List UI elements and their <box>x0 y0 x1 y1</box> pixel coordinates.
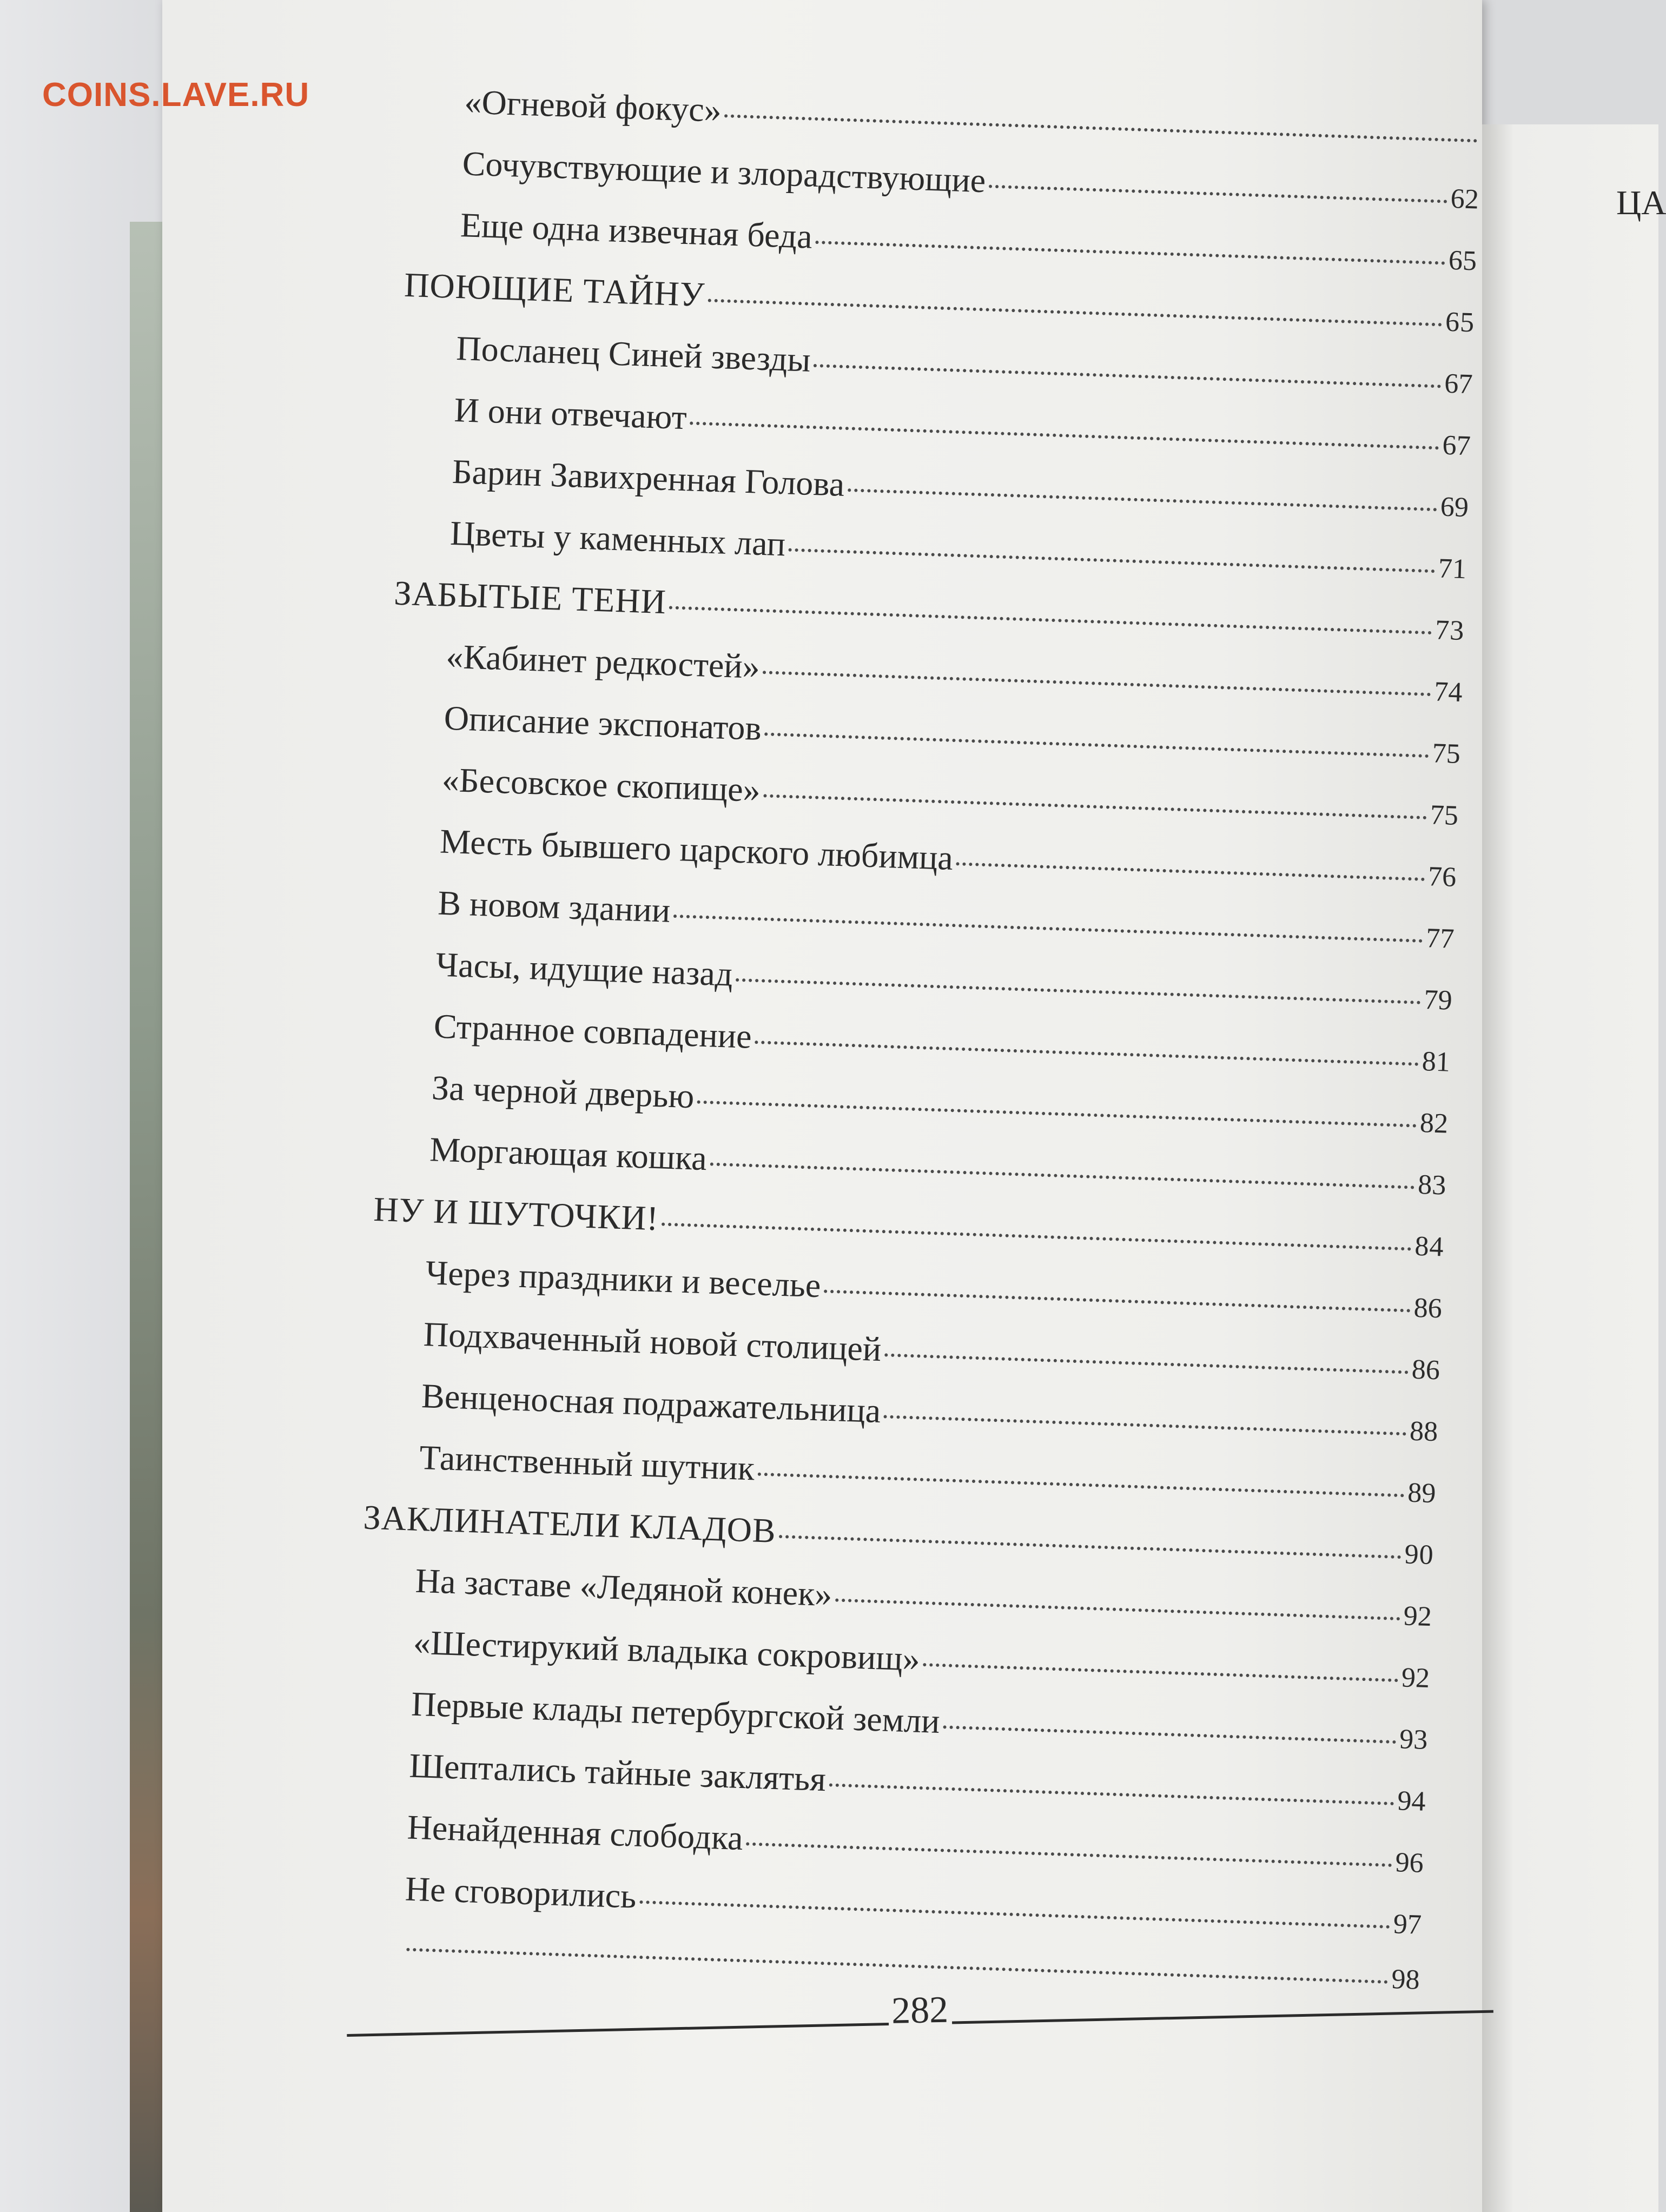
toc-page-number: 97 <box>1393 1909 1422 1941</box>
toc-page-number: 65 <box>1445 306 1476 339</box>
toc-leader-dots <box>708 299 1442 326</box>
toc-leader-dots <box>923 1663 1398 1682</box>
toc-leader-dots <box>763 794 1427 819</box>
toc-leader-dots <box>848 488 1437 511</box>
toc-page-number: 69 <box>1439 491 1469 524</box>
toc-page-number: 73 <box>1434 614 1465 647</box>
toc-leader-dots <box>835 1599 1400 1621</box>
toc-leader-dots <box>789 548 1435 573</box>
toc-title: Через праздники и веселье <box>425 1253 822 1305</box>
toc-leader-dots <box>764 732 1429 758</box>
toc-page-number: 67 <box>1442 429 1471 462</box>
toc-title: ПОЮЩИЕ ТАЙНУ <box>404 265 706 314</box>
toc-page-number: 82 <box>1419 1107 1449 1140</box>
toc-page-number: 76 <box>1427 861 1457 893</box>
toc-leader-dots <box>815 241 1445 265</box>
toc-leader-dots <box>956 862 1425 881</box>
toc-title: За черной дверью <box>431 1068 695 1116</box>
toc-title: Подхваченный новой столицей <box>422 1315 882 1369</box>
footer-rule-left <box>347 2023 888 2037</box>
toc-leader-dots <box>779 1535 1401 1559</box>
watermark: COINS.LAVE.RU <box>42 76 310 114</box>
toc-title: НУ И ШУТОЧКИ! <box>373 1189 659 1238</box>
toc-leader-dots <box>763 671 1431 696</box>
toc-leader-dots <box>746 1842 1392 1867</box>
toc-page-number: 71 <box>1438 553 1467 585</box>
toc-title: Не сговорились <box>404 1869 637 1916</box>
toc-title: Барин Завихренная Голова <box>451 452 845 504</box>
toc-leader-dots <box>724 114 1477 142</box>
toc-page-number: 84 <box>1414 1230 1445 1263</box>
facing-page <box>1482 124 1658 2212</box>
toc-title: «Бесовское скопище» <box>441 760 761 810</box>
page-number: 282 <box>891 1989 949 2032</box>
toc-leader-dots <box>669 606 1432 634</box>
toc-title: В новом здании <box>437 883 671 930</box>
toc-title: ЗАКЛИНАТЕЛИ КЛАДОВ <box>362 1498 777 1550</box>
toc-page-number: 88 <box>1409 1415 1439 1448</box>
toc-title: Месть бывшего царского любимца <box>439 822 954 877</box>
toc-leader-dots <box>814 364 1441 388</box>
toc-title: «Кабинет редкостей» <box>445 637 761 686</box>
toc-title: Часы, идущие назад <box>435 945 733 994</box>
toc-page-number: 93 <box>1399 1724 1429 1756</box>
toc-leader-dots <box>697 1101 1417 1128</box>
toc-leader-dots <box>884 1415 1406 1435</box>
footer-rule-right <box>952 2010 1493 2024</box>
toc-leader-dots <box>639 1900 1390 1929</box>
toc-title: Цветы у каменных лап <box>449 513 786 564</box>
toc-title: И они отвечают <box>453 390 687 437</box>
toc-title: Сочувствующие и злорадствующие <box>461 144 987 200</box>
toc-leader-dots <box>673 915 1423 943</box>
toc-page-number: 75 <box>1431 738 1461 770</box>
toc-title: Первые клады петербургской земли <box>411 1684 941 1741</box>
toc-page-number: 98 <box>1391 1964 1420 1996</box>
toc-title: «Шестирукий владыка сокровищ» <box>413 1622 921 1678</box>
toc-title: Шептались тайные заклятья <box>408 1746 827 1799</box>
toc-leader-dots <box>943 1725 1396 1744</box>
toc-title: Описание экспонатов <box>443 698 762 748</box>
toc-page-number: 62 <box>1450 183 1479 215</box>
toc-title: Ненайденная слободка <box>406 1807 744 1858</box>
toc-page-number: 77 <box>1425 923 1455 955</box>
table-of-contents <box>348 80 1482 2026</box>
toc-page-number: 79 <box>1423 984 1453 1016</box>
toc-leader-dots <box>989 185 1447 203</box>
toc-page-number: 83 <box>1417 1169 1447 1201</box>
toc-title: Еще одна извечная беда <box>459 206 813 256</box>
toc-page-number: 65 <box>1448 244 1477 277</box>
toc-title: Моргающая кошка <box>429 1130 708 1178</box>
toc-leader-dots <box>755 1041 1419 1066</box>
toc-title: Венценосная подражательница <box>421 1376 882 1430</box>
toc-title: На заставе «Ледяной конек» <box>414 1561 833 1614</box>
toc-page-number: 86 <box>1411 1354 1440 1386</box>
toc-page-number: 67 <box>1444 368 1473 400</box>
toc-page-number: 74 <box>1433 676 1463 708</box>
toc-page-number: 75 <box>1430 799 1459 831</box>
toc-page-number: 89 <box>1407 1477 1437 1509</box>
toc-title: ЗАБЫТЫЕ ТЕНИ <box>393 573 667 621</box>
toc-title: Таинственный шутник <box>419 1438 756 1488</box>
facing-page-text: ЦА <box>1616 183 1666 222</box>
toc-leader-dots <box>710 1162 1414 1189</box>
toc-leader-dots <box>884 1353 1409 1374</box>
toc-leader-dots <box>662 1223 1411 1251</box>
toc-leader-dots <box>824 1290 1411 1313</box>
toc-page-number: 92 <box>1403 1600 1432 1633</box>
toc-leader-dots <box>757 1473 1404 1498</box>
toc-title: Странное совпадение <box>433 1006 752 1056</box>
toc-page-number: 92 <box>1401 1662 1430 1694</box>
toc-leader-dots <box>829 1783 1394 1805</box>
toc-title: Посланец Синей звезды <box>455 329 811 379</box>
toc-page-number: 86 <box>1413 1292 1443 1324</box>
toc-leader-dots <box>690 421 1439 449</box>
toc-page-number: 94 <box>1397 1785 1426 1817</box>
toc-page-number: 81 <box>1421 1045 1451 1078</box>
toc-page-number: 96 <box>1394 1847 1424 1879</box>
toc-page-number: 90 <box>1404 1539 1434 1571</box>
toc-leader-dots <box>736 978 1420 1004</box>
toc-title: «Огневой фокус» <box>464 82 722 130</box>
